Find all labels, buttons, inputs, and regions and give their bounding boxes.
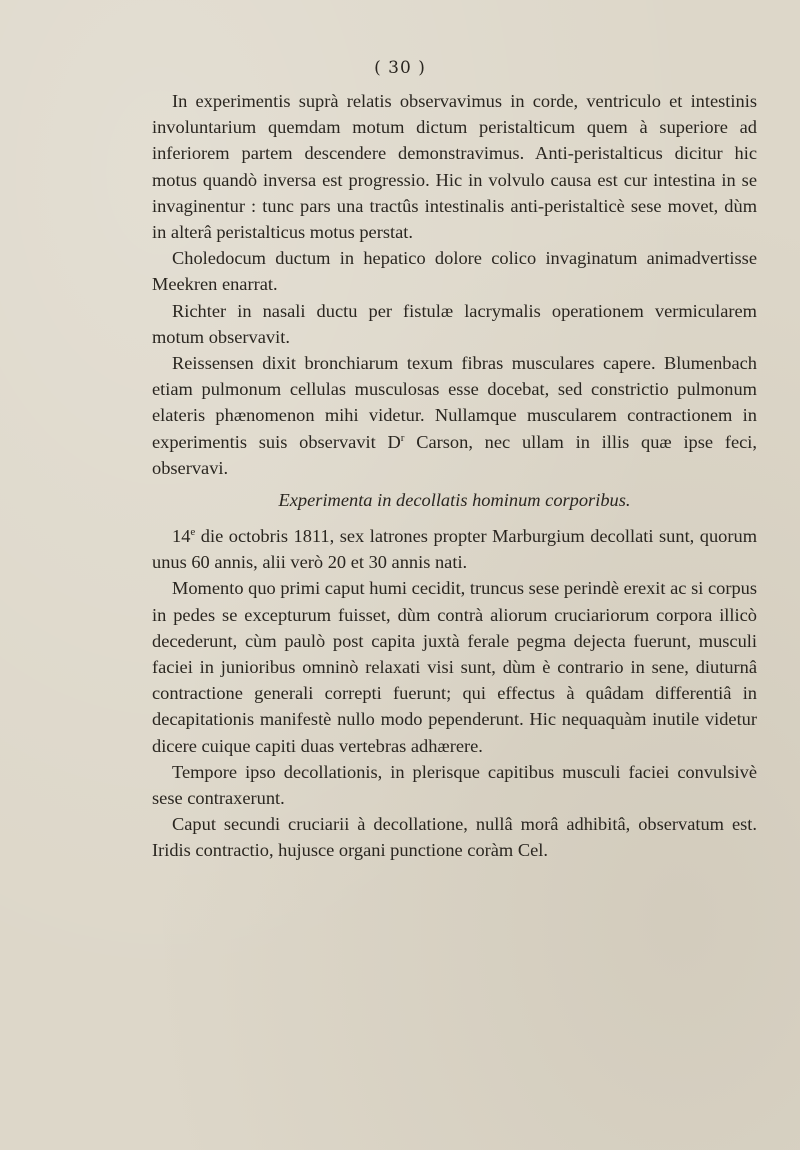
paragraph-date bbox=[152, 523, 757, 575]
section-heading: Experimenta in decollatis hominum corporibus. bbox=[278, 490, 631, 511]
body-text bbox=[152, 88, 757, 864]
paragraph-tempore: Tempore ipso decollationis, in plerisque capitibus musculi faciei convulsivè sese contraxerunt. bbox=[152, 761, 757, 809]
superscript-e: e bbox=[190, 525, 196, 538]
paragraph-caput: Caput secundi cruciarii à decollatione, nullâ morâ adhibitâ, observatum est. Iridis contractio, hujusce organi punctione coràm Cel. bbox=[152, 814, 757, 861]
paragraph-reissensen bbox=[152, 350, 757, 481]
date-text: die octobris 1811, sex latrones propter Marburgium decollati sunt, quorum unus 60 annis, alii verò 20 et 30 annis nati. bbox=[152, 526, 757, 573]
paragraph-reissensen-end: Carson, nec ullam in illis quæ ipse feci, observavi. bbox=[152, 431, 757, 478]
date-number: 14 bbox=[172, 526, 191, 547]
paragraph-choledocum: Choledocum ductum in hepatico dolore colico invaginatum animadvertisse Meekren enarrat. bbox=[152, 248, 757, 295]
paragraph-richter: Richter in nasali ductu per fistulæ lacrymalis operationem vermicularem motum observavit. bbox=[152, 300, 757, 347]
paragraph-peristaltic: In experimentis suprà relatis observavimus in corde, ventriculo et intestinis involuntarium quemdam motum dictum peristalticum quem à superiore ad inferiorem partem descendere demonstravimus. Anti-peristalticus dicitur hic motus quandò inversa est progressio. Hic in volvulo causa est cur intestina in se invaginentur : tunc pars una tractûs intestinalis anti-peristalticè sese movet, dùm in alterâ peristalticus motus perstat. bbox=[152, 91, 757, 243]
paragraph-momento: Momento quo primi caput humi cecidit, truncus sese perindè erexit ac si corpus in pedes se excepturum fuisset, dùm contrà aliorum cruciariorum corpora illicò decederunt, cùm paulò post capita juxtà ferale pegma dejecta fuerunt, musculi faciei in junioribus omninò relaxati visi sunt, dùm è contrario in sene, diuturnâ contractione generali correpti fuerunt; qui effectus à quâdam differentiâ in decapitationis manifestè nullo modo pependerunt. Hic nequaquàm inutile videtur dicere cuique capiti duas vertebras adhærere. bbox=[152, 578, 757, 756]
page-number: ( 30 ) bbox=[374, 58, 426, 78]
paragraph-reissensen-text: Reissensen dixit bronchiarum texum fibras musculares capere. Blumenbach etiam pulmonum cellulas musculosas esse docebat, sed constrictio pulmonum elateris phænomenon mihi videtur. Nullamque muscularem contractionem in experimentis suis observavit D bbox=[152, 353, 757, 452]
superscript-r: r bbox=[400, 431, 405, 444]
